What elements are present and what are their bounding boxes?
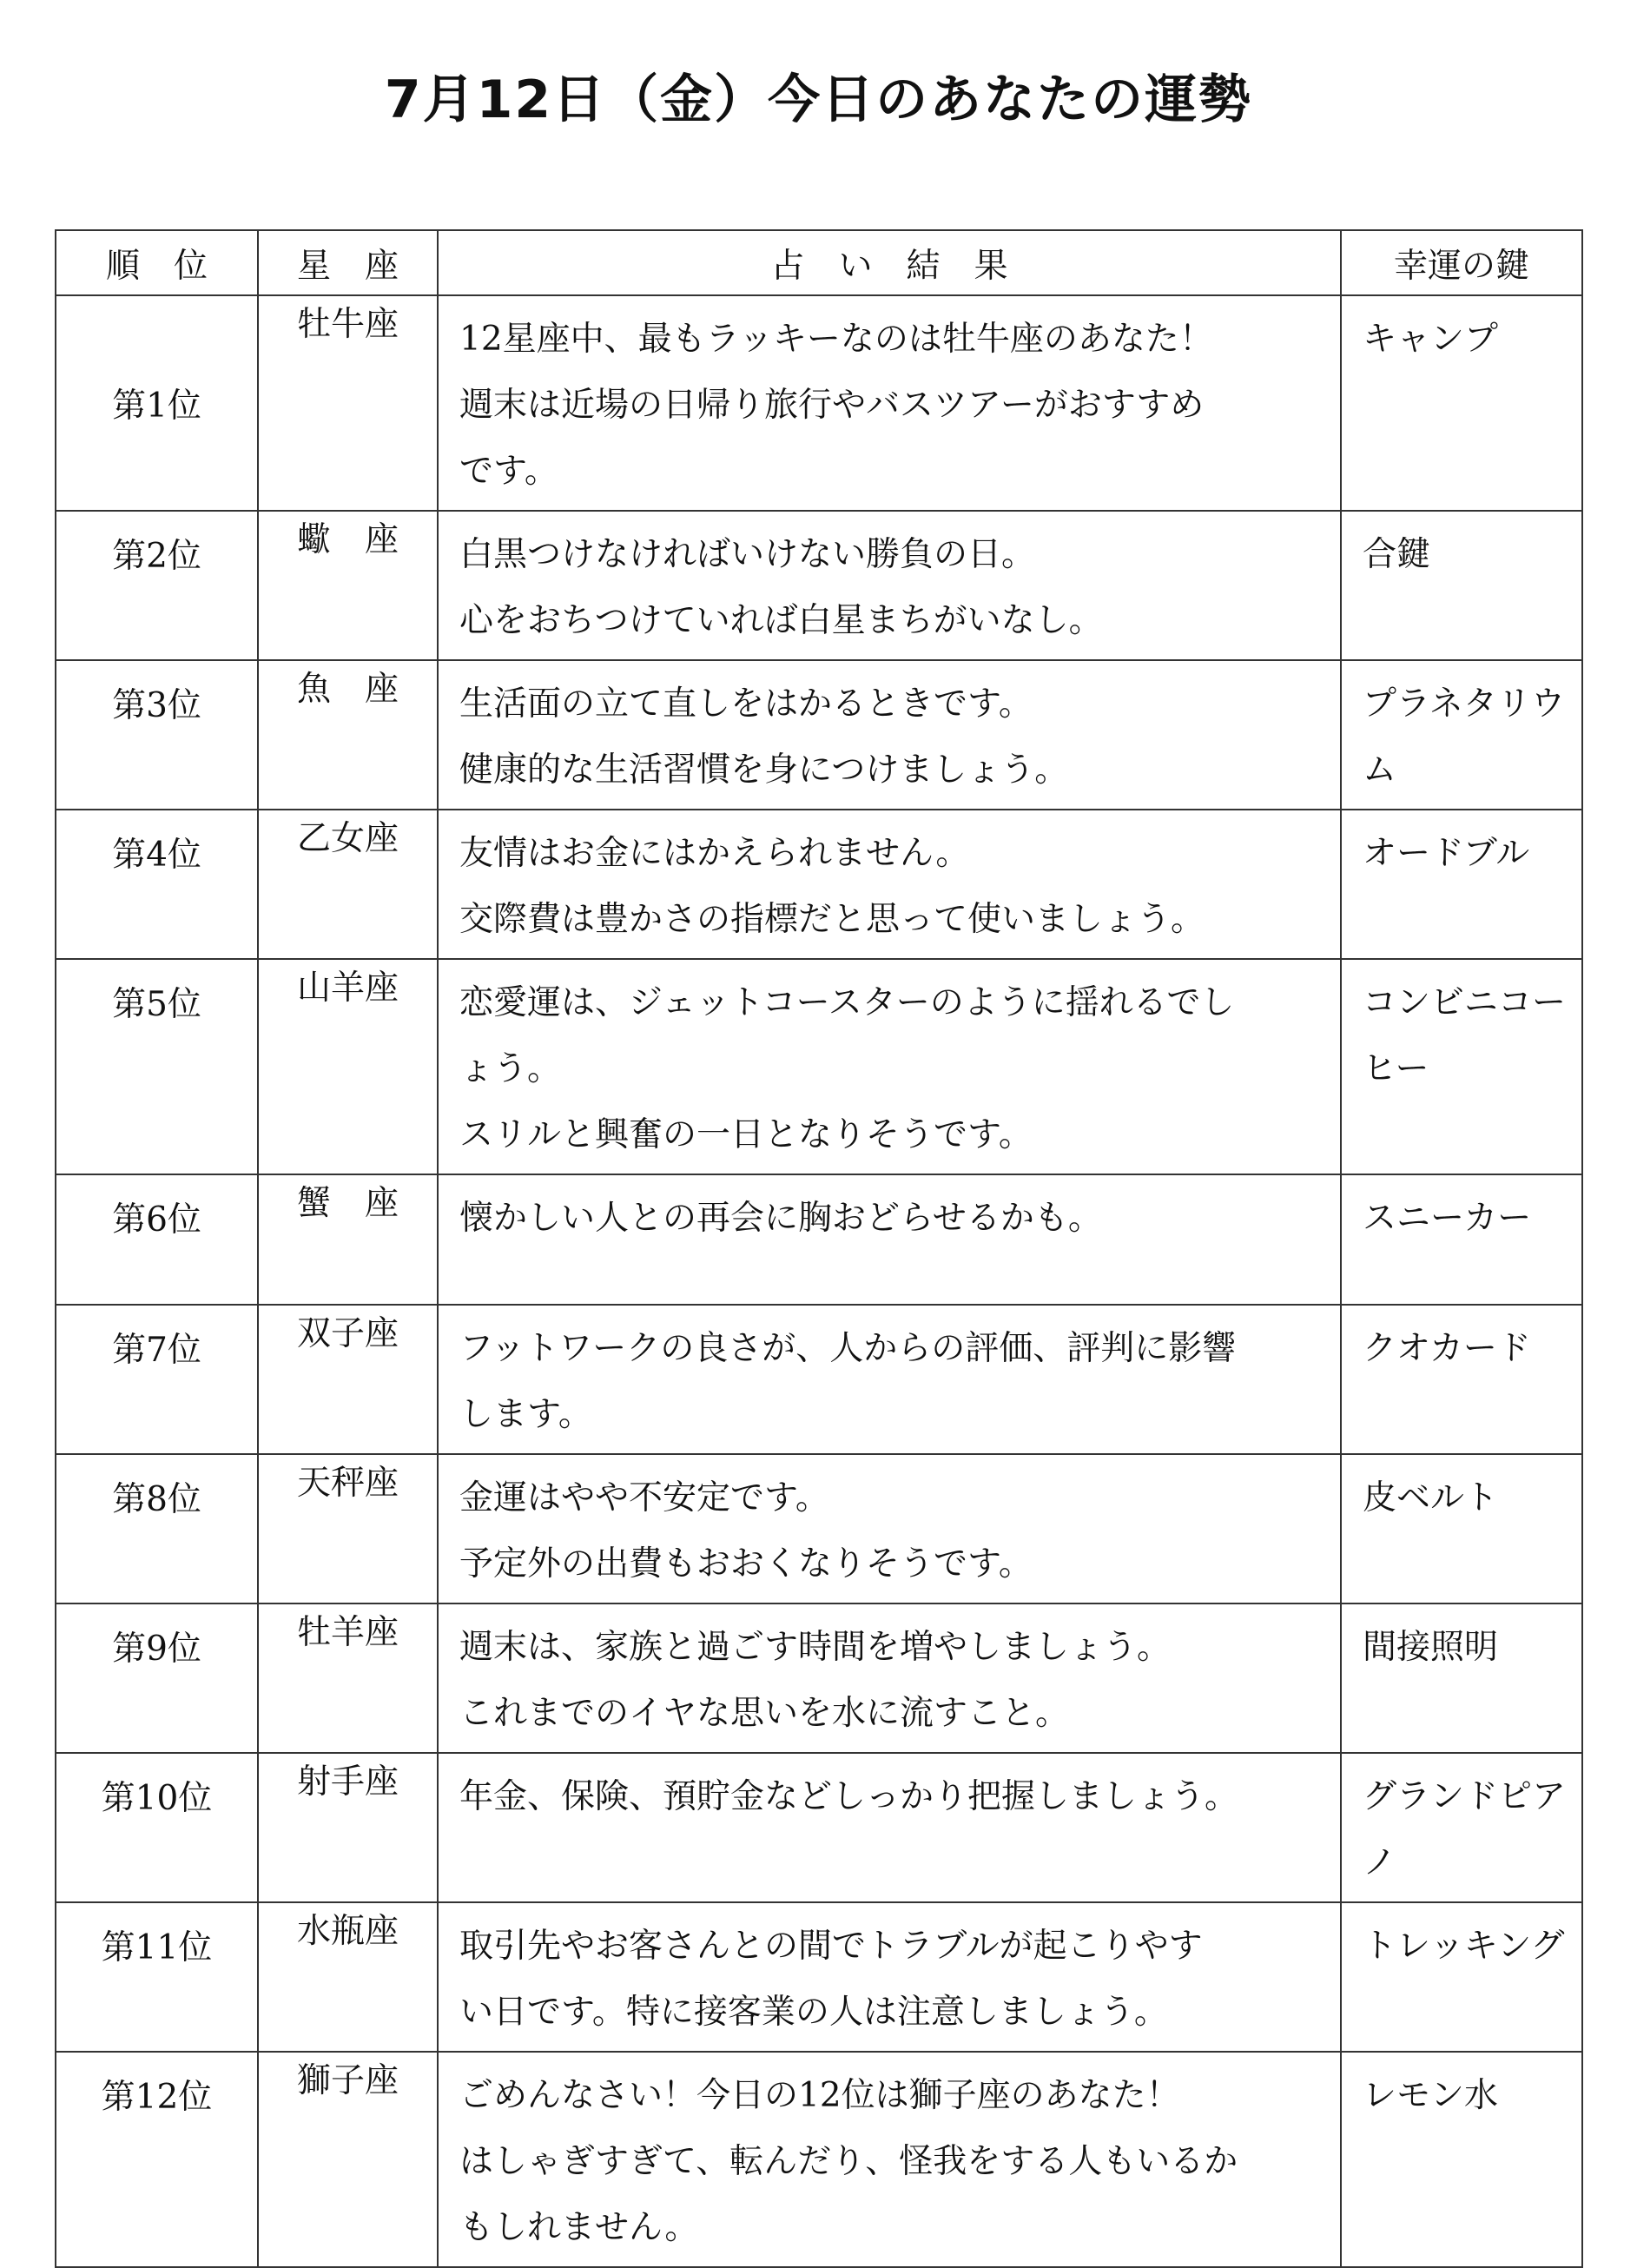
header-result: 占 い 結 果 [438,230,1341,295]
rank-cell: 第1位 [56,295,258,511]
fortune-result-cell [438,295,1341,511]
table-row [56,1305,1582,1454]
lucky-key-cell: トレッキング [1341,1902,1582,2052]
header-lucky-key: 幸運の鍵 [1341,230,1582,295]
rank-cell: 第8位 [56,1454,258,1603]
horoscope-table [55,229,1583,2268]
rank-cell: 第5位 [56,959,258,1174]
fortune-result-cell [438,1753,1341,1902]
fortune-result-line: 白黒つけなければいけない勝負の日。 [459,535,1036,574]
fortune-result-line: ょう。 [459,1049,562,1088]
lucky-key-cell: スニーカー [1341,1174,1582,1305]
fortune-result-line: 金運はやや不安定です。 [459,1478,829,1518]
fortune-result-cell [438,1305,1341,1454]
rank-cell: 第10位 [56,1753,258,1902]
fortune-result-cell [438,1603,1341,1753]
zodiac-sign-cell: 蠍 座 [258,511,438,660]
rank-cell: 第7位 [56,1305,258,1454]
zodiac-sign-cell: 獅子座 [258,2052,438,2267]
fortune-result-line: スリルと興奮の一日となりそうです。 [459,1115,1033,1154]
fortune-result-line: 予定外の出費もおおくなりそうです。 [459,1544,1033,1584]
fortune-result-cell [438,2052,1341,2267]
fortune-result-line: です。 [459,452,558,491]
lucky-key-cell: 合鍵 [1341,511,1582,660]
fortune-result-line: い日です。特に接客業の人は注意しましょう。 [459,1993,1168,2032]
fortune-result-cell [438,660,1341,810]
fortune-result-line: 心をおちつけていれば白星まちがいなし。 [459,601,1103,640]
rank-cell: 第6位 [56,1174,258,1305]
rank-cell: 第2位 [56,511,258,660]
fortune-result-line: 健康的な生活習慣を身につけましょう。 [459,750,1069,790]
lucky-key-cell: クオカード [1341,1305,1582,1454]
table-row [56,1174,1582,1305]
fortune-result-line: 取引先やお客さんとの間でトラブルが起こりやす [459,1927,1203,1966]
fortune-result-line: 懐かしい人との再会に胸おどらせるかも。 [459,1199,1102,1238]
fortune-result-line: 12星座中、最もラッキーなのは牡牛座のあなた！ [459,320,1213,359]
fortune-result-cell [438,959,1341,1174]
fortune-result-cell [438,1902,1341,2052]
header-rank: 順 位 [56,230,258,295]
zodiac-sign-cell: 双子座 [258,1305,438,1454]
fortune-result-line: 週末は、家族と過ごす時間を増やしましょう。 [459,1628,1172,1667]
fortune-result-line: 生活面の立て直しをはかるときです。 [459,684,1033,724]
zodiac-sign-cell: 天秤座 [258,1454,438,1603]
zodiac-sign-cell: 乙女座 [258,810,438,959]
table-row [56,511,1582,660]
lucky-key-cell: オードブル [1341,810,1582,959]
zodiac-sign-cell: 牡牛座 [258,295,438,511]
fortune-result-line: これまでのイヤな思いを水に流すこと。 [459,1694,1070,1733]
table-row [56,1603,1582,1753]
table-row [56,959,1582,1174]
rank-cell: 第3位 [56,660,258,810]
table-row [56,660,1582,810]
fortune-result-line: フットワークの良さが、人からの評価、評判に影響 [459,1329,1237,1368]
lucky-key-cell: 皮ベルト [1341,1454,1582,1603]
zodiac-sign-cell: 蟹 座 [258,1174,438,1305]
table-row [56,295,1582,511]
fortune-result-cell [438,511,1341,660]
lucky-key-cell: キャンプ [1341,295,1582,511]
table-row [56,1902,1582,2052]
lucky-key-cell: 間接照明 [1341,1603,1582,1753]
table-row [56,1454,1582,1603]
fortune-result-line: 交際費は豊かさの指標だと思って使いましょう。 [459,900,1205,939]
lucky-key-cell: グランドピアノ [1341,1753,1582,1902]
zodiac-sign-cell: 山羊座 [258,959,438,1174]
fortune-result-line: もしれません。 [459,2208,699,2247]
fortune-result-line: します。 [459,1395,592,1434]
zodiac-sign-cell: 射手座 [258,1753,438,1902]
zodiac-sign-cell: 魚 座 [258,660,438,810]
lucky-key-cell: コンビニコーヒー [1341,959,1582,1174]
table-header-row [56,230,1582,295]
rank-cell: 第9位 [56,1603,258,1753]
fortune-result-line: はしゃぎすぎて、転んだり、怪我をする人もいるか [459,2142,1238,2181]
table-row [56,2052,1582,2267]
rank-cell: 第12位 [56,2052,258,2267]
fortune-result-line: 恋愛運は、ジェットコースターのように揺れるでし [459,983,1235,1022]
fortune-result-line: ごめんなさい！今日の12位は獅子座のあなた！ [459,2076,1180,2115]
table-body [56,295,1582,2267]
zodiac-sign-cell: 水瓶座 [258,1902,438,2052]
rank-cell: 第4位 [56,810,258,959]
fortune-result-line: 年金、保険、預貯金などしっかり把握しましょう。 [459,1777,1239,1816]
fortune-result-line: 週末は近場の日帰り旅行やバスツアーがおすすめ [459,386,1205,425]
table-row [56,810,1582,959]
page-title: 7月12日（金）今日のあなたの運勢 [384,69,1253,130]
zodiac-sign-cell: 牡羊座 [258,1603,438,1753]
table-row [56,1753,1582,1902]
header-sign: 星 座 [258,230,438,295]
fortune-result-cell [438,1174,1341,1305]
lucky-key-cell: プラネタリウム [1341,660,1582,810]
fortune-result-cell [438,810,1341,959]
rank-cell: 第11位 [56,1902,258,2052]
fortune-result-line: 友情はお金にはかえられません。 [459,834,970,873]
fortune-result-cell [438,1454,1341,1603]
lucky-key-cell: レモン水 [1341,2052,1582,2267]
